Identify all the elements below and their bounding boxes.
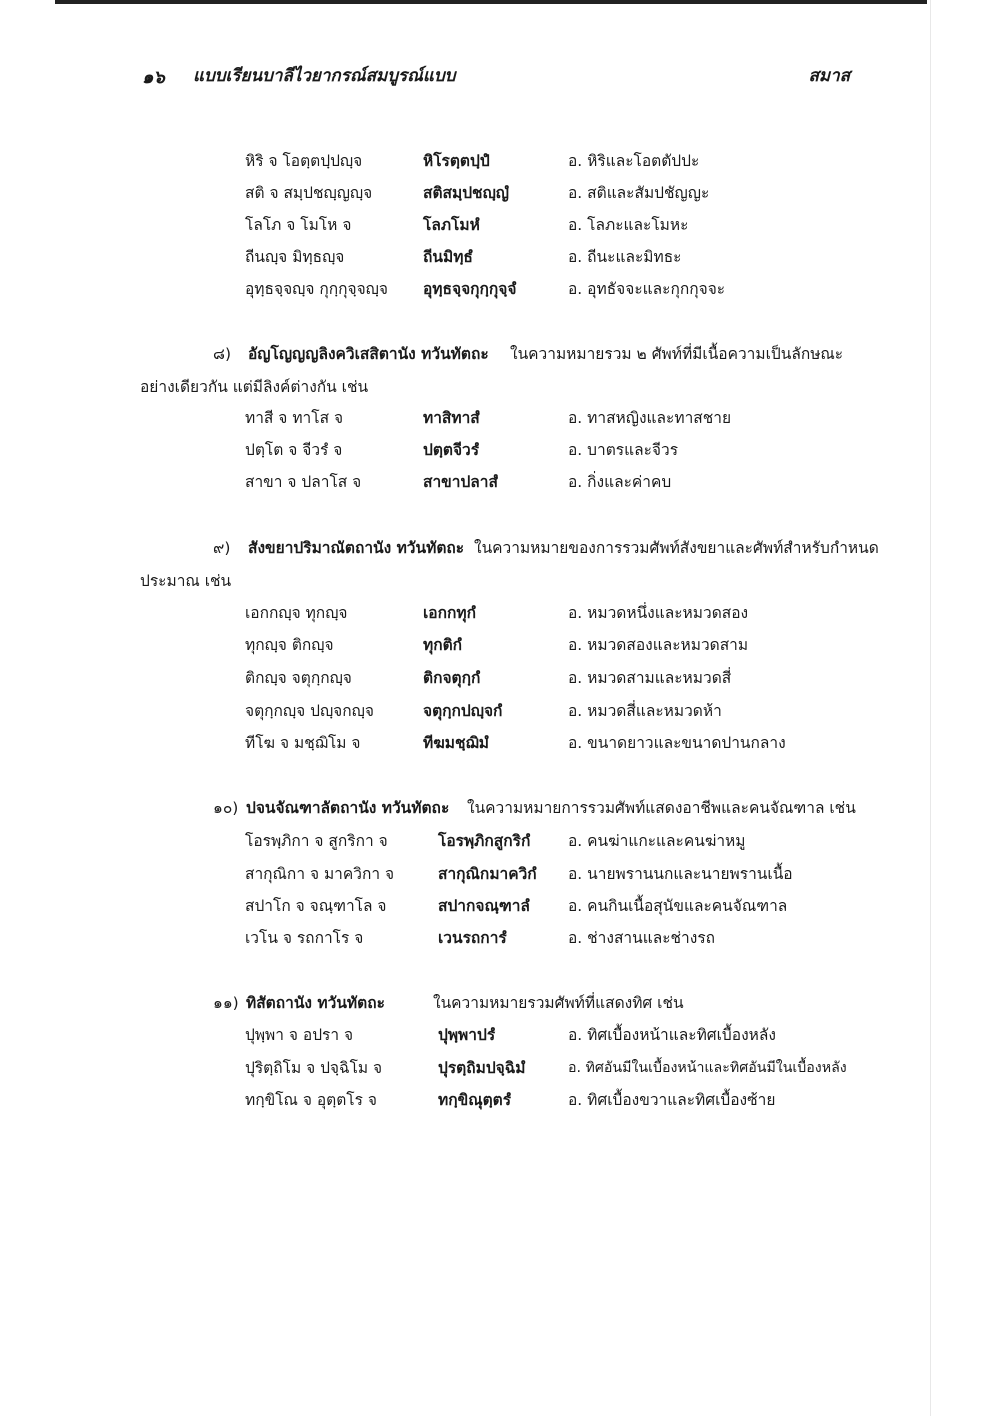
compound-word: ปุพฺพาปรํ <box>438 1026 496 1044</box>
pali-phrase: สากุณิกา จ มาควิกา จ <box>245 865 395 883</box>
compound-word: ถีนมิทฺธํ <box>423 248 473 266</box>
pali-phrase: ทาสี จ ทาโส จ <box>245 409 344 427</box>
compound-word: ปุรตฺถิมปจฺฉิมํ <box>438 1059 526 1077</box>
meaning: อ. สติและสัมปชัญญะ <box>568 184 710 202</box>
section-title: สังขยาปริมาณัตถานัง ทวันทัตถะ <box>248 539 465 557</box>
meaning: อ. กิ่งและค่าคบ <box>568 473 672 491</box>
pali-phrase: เวโน จ รถกาโร จ <box>245 929 364 947</box>
page-header <box>0 62 1000 92</box>
compound-word: หิโรตฺตปฺปํ <box>423 152 490 170</box>
compound-word: สติสมฺปชญฺญํ <box>423 184 509 202</box>
meaning: อ. หมวดหนึ่งและหมวดสอง <box>568 604 749 622</box>
compound-word: ทกฺขิณุตฺตรํ <box>438 1091 512 1109</box>
pali-phrase: สาขา จ ปลาโส จ <box>245 473 362 491</box>
book-title: แบบเรียนบาลีไวยากรณ์สมบูรณ์แบบ <box>193 66 456 86</box>
meaning: อ. ทิศเบื้องหน้าและทิศเบื้องหลัง <box>568 1026 776 1044</box>
pali-phrase: อุทฺธจฺจญฺจ กุกฺกุจฺจญฺจ <box>245 280 388 298</box>
section-description-continued: อย่างเดียวกัน แต่มีลิงค์ต่างกัน เช่น <box>140 378 369 396</box>
meaning: อ. คนกินเนื้อสุนัขและคนจัณฑาล <box>568 897 788 915</box>
compound-word: เวนรถการํ <box>438 929 507 947</box>
meaning: อ. นายพรานนกและนายพรานเนื้อ <box>568 865 793 883</box>
meaning: อ. หมวดสามและหมวดสี่ <box>568 669 732 687</box>
meaning: อ. อุทธัจจะและกุกกุจจะ <box>568 280 726 298</box>
pali-phrase: เอกกญฺจ ทุกญฺจ <box>245 604 348 622</box>
section-number: ๑๐) <box>213 799 239 817</box>
pali-phrase: หิริ จ โอตฺตปฺปญฺจ <box>245 152 363 170</box>
meaning: อ. ทิศอันมีในเบื้องหน้าและทิศอันมีในเบื้องหลัง <box>568 1060 847 1076</box>
section-title: ปจนจัณฑาลัตถานัง ทวันทัตถะ <box>246 799 450 817</box>
pali-phrase: ปุพฺพา จ อปรา จ <box>245 1026 354 1044</box>
compound-word: จตุกฺกปญฺจกํ <box>423 702 503 720</box>
scan-top-edge <box>55 0 927 4</box>
meaning: อ. หมวดสี่และหมวดห้า <box>568 702 722 720</box>
compound-word: โอรพฺภิกสูกริกํ <box>438 832 531 850</box>
meaning: อ. ขนาดยาวและขนาดปานกลาง <box>568 734 786 752</box>
meaning: อ. คนฆ่าแกะและคนฆ่าหมู <box>568 832 746 850</box>
compound-word: ติกจตุกฺกํ <box>423 669 481 687</box>
compound-word: สปากจณฺฑาลํ <box>438 897 530 915</box>
section-number: ๘) <box>213 345 232 363</box>
pali-phrase: ถีนญฺจ มิทฺธญฺจ <box>245 248 345 266</box>
meaning: อ. ถีนะและมิทธะ <box>568 248 682 266</box>
pali-phrase: สติ จ สมฺปชญฺญญฺจ <box>245 184 373 202</box>
pali-phrase: ปตฺโต จ จีวรํ จ <box>245 441 343 459</box>
pali-phrase: ทีโฆ จ มชฺฌิโม จ <box>245 734 361 752</box>
scan-right-edge <box>930 0 931 1416</box>
compound-word: ทุกติกํ <box>423 636 463 654</box>
section-title: อัญโญญญลิงควิเสสิตานัง ทวันทัตถะ <box>248 345 489 363</box>
pali-phrase: ทกฺขิโณ จ อุตฺตโร จ <box>245 1091 377 1109</box>
pali-phrase: ทุกญฺจ ติกญฺจ <box>245 636 334 654</box>
compound-word: โลภโมหํ <box>423 216 480 234</box>
meaning: อ. โลภะและโมหะ <box>568 216 689 234</box>
compound-word: สาขาปลาสํ <box>423 473 498 491</box>
compound-word: ปตฺตจีวรํ <box>423 441 480 459</box>
section-title: ทิสัตถานัง ทวันทัตถะ <box>246 994 385 1012</box>
pali-phrase: จตุกฺกญฺจ ปญฺจกญฺจ <box>245 702 374 720</box>
pali-phrase: โลโภ จ โมโห จ <box>245 216 352 234</box>
page-number: ๑๖ <box>142 67 165 88</box>
meaning: อ. ช่างสานและช่างรถ <box>568 929 716 947</box>
section-heading <box>0 988 1000 1018</box>
meaning: อ. ทิศเบื้องขวาและทิศเบื้องซ้าย <box>568 1091 776 1109</box>
compound-word: อุทฺธจฺจกุกฺกุจฺจํ <box>423 280 517 298</box>
meaning: อ. ทาสหญิงและทาสชาย <box>568 409 732 427</box>
section-heading <box>0 793 1000 823</box>
section-title: สมาส <box>808 66 850 86</box>
pali-phrase: ปุริตฺถิโม จ ปจฺฉิโม จ <box>245 1059 383 1077</box>
section-description: ในความหมายรวมศัพท์ที่แสดงทิศ เช่น <box>433 994 684 1012</box>
section-description: ในความหมายการรวมศัพท์แสดงอาชีพและคนจัณฑาล เช่น <box>467 799 856 817</box>
section-description-continued: ประมาณ เช่น <box>140 572 232 590</box>
section-number: ๙) <box>213 539 231 557</box>
compound-word: ทาสิทาสํ <box>423 409 480 427</box>
section-number: ๑๑) <box>213 994 239 1012</box>
compound-word: เอกกทุกํ <box>423 604 476 622</box>
section-heading <box>0 339 1000 369</box>
pali-phrase: โอรพฺภิกา จ สูกริกา จ <box>245 832 388 850</box>
meaning: อ. หมวดสองและหมวดสาม <box>568 636 749 654</box>
meaning: อ. บาตรและจีวร <box>568 441 679 459</box>
meaning: อ. หิริและโอตตัปปะ <box>568 152 700 170</box>
pali-phrase: สปาโก จ จณฺฑาโล จ <box>245 897 387 915</box>
compound-word: ทีฆมชฺฌิมํ <box>423 734 489 752</box>
pali-phrase: ติกญฺจ จตุกฺกญฺจ <box>245 669 352 687</box>
compound-word: สากุณิกมาควิกํ <box>438 865 537 883</box>
section-heading <box>0 533 1000 563</box>
section-description: ในความหมายของการรวมศัพท์สังขยาและศัพท์สำหรับกำหนด <box>474 539 879 557</box>
section-description: ในความหมายรวม ๒ ศัพท์ที่มีเนื้อความเป็นลักษณะ <box>510 345 844 363</box>
